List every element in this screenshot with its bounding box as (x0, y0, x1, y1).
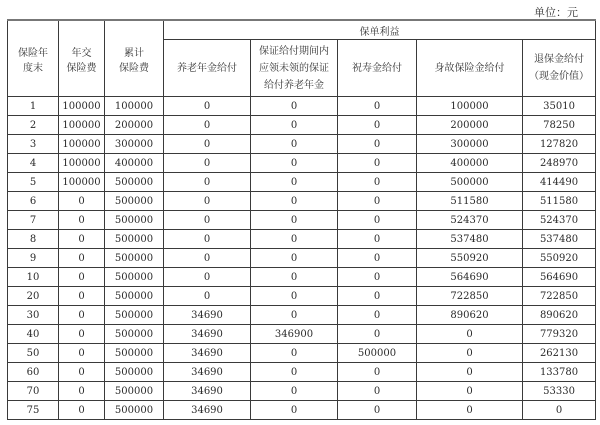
cell-annual-premium: 0 (59, 325, 105, 344)
cell-surrender-value: 537480 (523, 230, 596, 249)
table-row (8, 325, 596, 344)
header-annual-premium: 年交 保险费 (59, 20, 105, 97)
cell-pension-payment: 0 (164, 268, 251, 287)
table-row (8, 306, 596, 325)
cell-death-benefit: 564690 (417, 268, 523, 287)
cell-year-end: 3 (8, 135, 59, 154)
cell-longevity-payment: 0 (338, 382, 417, 401)
cell-annual-premium: 0 (59, 344, 105, 363)
cell-surrender-value: 524370 (523, 211, 596, 230)
table-row (8, 97, 596, 116)
cell-year-end: 7 (8, 211, 59, 230)
cell-death-benefit: 890620 (417, 306, 523, 325)
cell-surrender-value: 890620 (523, 306, 596, 325)
table-row (8, 211, 596, 230)
table-row (8, 401, 596, 420)
cell-annual-premium: 0 (59, 230, 105, 249)
cell-unclaimed-guaranteed-pension: 0 (251, 287, 338, 306)
cell-longevity-payment: 0 (338, 230, 417, 249)
cell-year-end: 10 (8, 268, 59, 287)
cell-cumulative-premium: 300000 (105, 135, 164, 154)
header-policy-benefits: 保单利益 (164, 20, 596, 40)
cell-death-benefit: 511580 (417, 192, 523, 211)
header-surrender-value: 退保金给付 （现金价值） (523, 40, 596, 97)
cell-death-benefit: 0 (417, 325, 523, 344)
cell-longevity-payment: 0 (338, 249, 417, 268)
cell-surrender-value: 779320 (523, 325, 596, 344)
cell-year-end: 70 (8, 382, 59, 401)
cell-surrender-value: 0 (523, 401, 596, 420)
cell-annual-premium: 100000 (59, 173, 105, 192)
cell-cumulative-premium: 500000 (105, 325, 164, 344)
cell-unclaimed-guaranteed-pension: 0 (251, 192, 338, 211)
cell-surrender-value: 511580 (523, 192, 596, 211)
cell-year-end: 5 (8, 173, 59, 192)
cell-unclaimed-guaranteed-pension: 0 (251, 97, 338, 116)
cell-cumulative-premium: 500000 (105, 230, 164, 249)
cell-longevity-payment: 0 (338, 211, 417, 230)
cell-pension-payment: 34690 (164, 401, 251, 420)
cell-unclaimed-guaranteed-pension: 0 (251, 306, 338, 325)
cell-pension-payment: 0 (164, 192, 251, 211)
cell-annual-premium: 0 (59, 287, 105, 306)
table-row (8, 192, 596, 211)
cell-longevity-payment: 0 (338, 97, 417, 116)
cell-longevity-payment: 0 (338, 306, 417, 325)
cell-surrender-value: 53330 (523, 382, 596, 401)
cell-annual-premium: 0 (59, 363, 105, 382)
cell-death-benefit: 0 (417, 401, 523, 420)
cell-unclaimed-guaranteed-pension: 0 (251, 173, 338, 192)
cell-year-end: 40 (8, 325, 59, 344)
cell-annual-premium: 0 (59, 306, 105, 325)
cell-annual-premium: 100000 (59, 97, 105, 116)
cell-cumulative-premium: 500000 (105, 344, 164, 363)
cell-cumulative-premium: 500000 (105, 211, 164, 230)
table-row (8, 135, 596, 154)
table-row (8, 249, 596, 268)
cell-cumulative-premium: 500000 (105, 382, 164, 401)
cell-pension-payment: 34690 (164, 344, 251, 363)
cell-annual-premium: 0 (59, 192, 105, 211)
cell-annual-premium: 0 (59, 268, 105, 287)
cell-pension-payment: 34690 (164, 363, 251, 382)
cell-cumulative-premium: 200000 (105, 116, 164, 135)
cell-unclaimed-guaranteed-pension: 346900 (251, 325, 338, 344)
cell-death-benefit: 537480 (417, 230, 523, 249)
cell-death-benefit: 0 (417, 344, 523, 363)
table-row (8, 154, 596, 173)
unit-label: 单位：元 (534, 6, 578, 19)
header-pension-payment: 养老年金给付 (164, 40, 251, 97)
cell-unclaimed-guaranteed-pension: 0 (251, 401, 338, 420)
table-row (8, 287, 596, 306)
cell-pension-payment: 34690 (164, 306, 251, 325)
cell-pension-payment: 34690 (164, 325, 251, 344)
cell-pension-payment: 0 (164, 116, 251, 135)
table-row (8, 173, 596, 192)
table-row (8, 344, 596, 363)
cell-pension-payment: 0 (164, 230, 251, 249)
cell-year-end: 1 (8, 97, 59, 116)
cell-surrender-value: 248970 (523, 154, 596, 173)
cell-longevity-payment: 0 (338, 287, 417, 306)
cell-year-end: 4 (8, 154, 59, 173)
cell-longevity-payment: 500000 (338, 344, 417, 363)
cell-unclaimed-guaranteed-pension: 0 (251, 211, 338, 230)
header-cumulative-premium: 累计 保险费 (105, 20, 164, 97)
cell-year-end: 75 (8, 401, 59, 420)
cell-cumulative-premium: 500000 (105, 249, 164, 268)
cell-year-end: 60 (8, 363, 59, 382)
cell-surrender-value: 564690 (523, 268, 596, 287)
cell-pension-payment: 0 (164, 211, 251, 230)
cell-death-benefit: 200000 (417, 116, 523, 135)
cell-longevity-payment: 0 (338, 268, 417, 287)
cell-death-benefit: 400000 (417, 154, 523, 173)
cell-cumulative-premium: 500000 (105, 363, 164, 382)
cell-annual-premium: 0 (59, 382, 105, 401)
cell-unclaimed-guaranteed-pension: 0 (251, 135, 338, 154)
cell-cumulative-premium: 500000 (105, 401, 164, 420)
cell-year-end: 9 (8, 249, 59, 268)
cell-surrender-value: 127820 (523, 135, 596, 154)
cell-annual-premium: 0 (59, 249, 105, 268)
cell-unclaimed-guaranteed-pension: 0 (251, 230, 338, 249)
cell-longevity-payment: 0 (338, 363, 417, 382)
cell-year-end: 30 (8, 306, 59, 325)
table-row (8, 268, 596, 287)
cell-pension-payment: 34690 (164, 382, 251, 401)
cell-pension-payment: 0 (164, 173, 251, 192)
cell-annual-premium: 100000 (59, 135, 105, 154)
cell-death-benefit: 100000 (417, 97, 523, 116)
cell-death-benefit: 0 (417, 382, 523, 401)
cell-surrender-value: 35010 (523, 97, 596, 116)
cell-death-benefit: 500000 (417, 173, 523, 192)
cell-cumulative-premium: 500000 (105, 173, 164, 192)
cell-cumulative-premium: 500000 (105, 192, 164, 211)
policy-benefits-table (7, 19, 596, 420)
header-death-benefit: 身故保险金给付 (417, 40, 523, 97)
cell-annual-premium: 100000 (59, 116, 105, 135)
cell-year-end: 6 (8, 192, 59, 211)
cell-unclaimed-guaranteed-pension: 0 (251, 363, 338, 382)
cell-cumulative-premium: 100000 (105, 97, 164, 116)
table-row (8, 116, 596, 135)
cell-cumulative-premium: 500000 (105, 306, 164, 325)
cell-year-end: 20 (8, 287, 59, 306)
table-body (8, 97, 596, 420)
cell-death-benefit: 0 (417, 363, 523, 382)
cell-pension-payment: 0 (164, 249, 251, 268)
cell-longevity-payment: 0 (338, 173, 417, 192)
cell-year-end: 50 (8, 344, 59, 363)
cell-annual-premium: 100000 (59, 154, 105, 173)
cell-longevity-payment: 0 (338, 154, 417, 173)
cell-death-benefit: 722850 (417, 287, 523, 306)
cell-cumulative-premium: 400000 (105, 154, 164, 173)
cell-surrender-value: 133780 (523, 363, 596, 382)
cell-surrender-value: 262130 (523, 344, 596, 363)
cell-cumulative-premium: 500000 (105, 268, 164, 287)
cell-longevity-payment: 0 (338, 135, 417, 154)
cell-annual-premium: 0 (59, 211, 105, 230)
cell-surrender-value: 78250 (523, 116, 596, 135)
cell-surrender-value: 550920 (523, 249, 596, 268)
cell-year-end: 8 (8, 230, 59, 249)
cell-pension-payment: 0 (164, 97, 251, 116)
cell-longevity-payment: 0 (338, 325, 417, 344)
cell-death-benefit: 524370 (417, 211, 523, 230)
cell-annual-premium: 0 (59, 401, 105, 420)
header-longevity-payment: 祝寿金给付 (338, 40, 417, 97)
cell-surrender-value: 722850 (523, 287, 596, 306)
table-row (8, 382, 596, 401)
cell-pension-payment: 0 (164, 154, 251, 173)
cell-unclaimed-guaranteed-pension: 0 (251, 268, 338, 287)
cell-cumulative-premium: 500000 (105, 287, 164, 306)
header-year-end: 保险年 度末 (8, 20, 59, 97)
cell-unclaimed-guaranteed-pension: 0 (251, 154, 338, 173)
cell-pension-payment: 0 (164, 135, 251, 154)
cell-unclaimed-guaranteed-pension: 0 (251, 382, 338, 401)
cell-longevity-payment: 0 (338, 192, 417, 211)
cell-year-end: 2 (8, 116, 59, 135)
cell-unclaimed-guaranteed-pension: 0 (251, 249, 338, 268)
cell-death-benefit: 550920 (417, 249, 523, 268)
cell-longevity-payment: 0 (338, 401, 417, 420)
header-unclaimed-guaranteed-pension: 保证给付期间内 应领未领的保证 给付养老年金 (251, 40, 338, 97)
cell-pension-payment: 0 (164, 287, 251, 306)
cell-unclaimed-guaranteed-pension: 0 (251, 116, 338, 135)
table-row (8, 363, 596, 382)
cell-longevity-payment: 0 (338, 116, 417, 135)
cell-surrender-value: 414490 (523, 173, 596, 192)
table-row (8, 230, 596, 249)
cell-death-benefit: 300000 (417, 135, 523, 154)
cell-unclaimed-guaranteed-pension: 0 (251, 344, 338, 363)
